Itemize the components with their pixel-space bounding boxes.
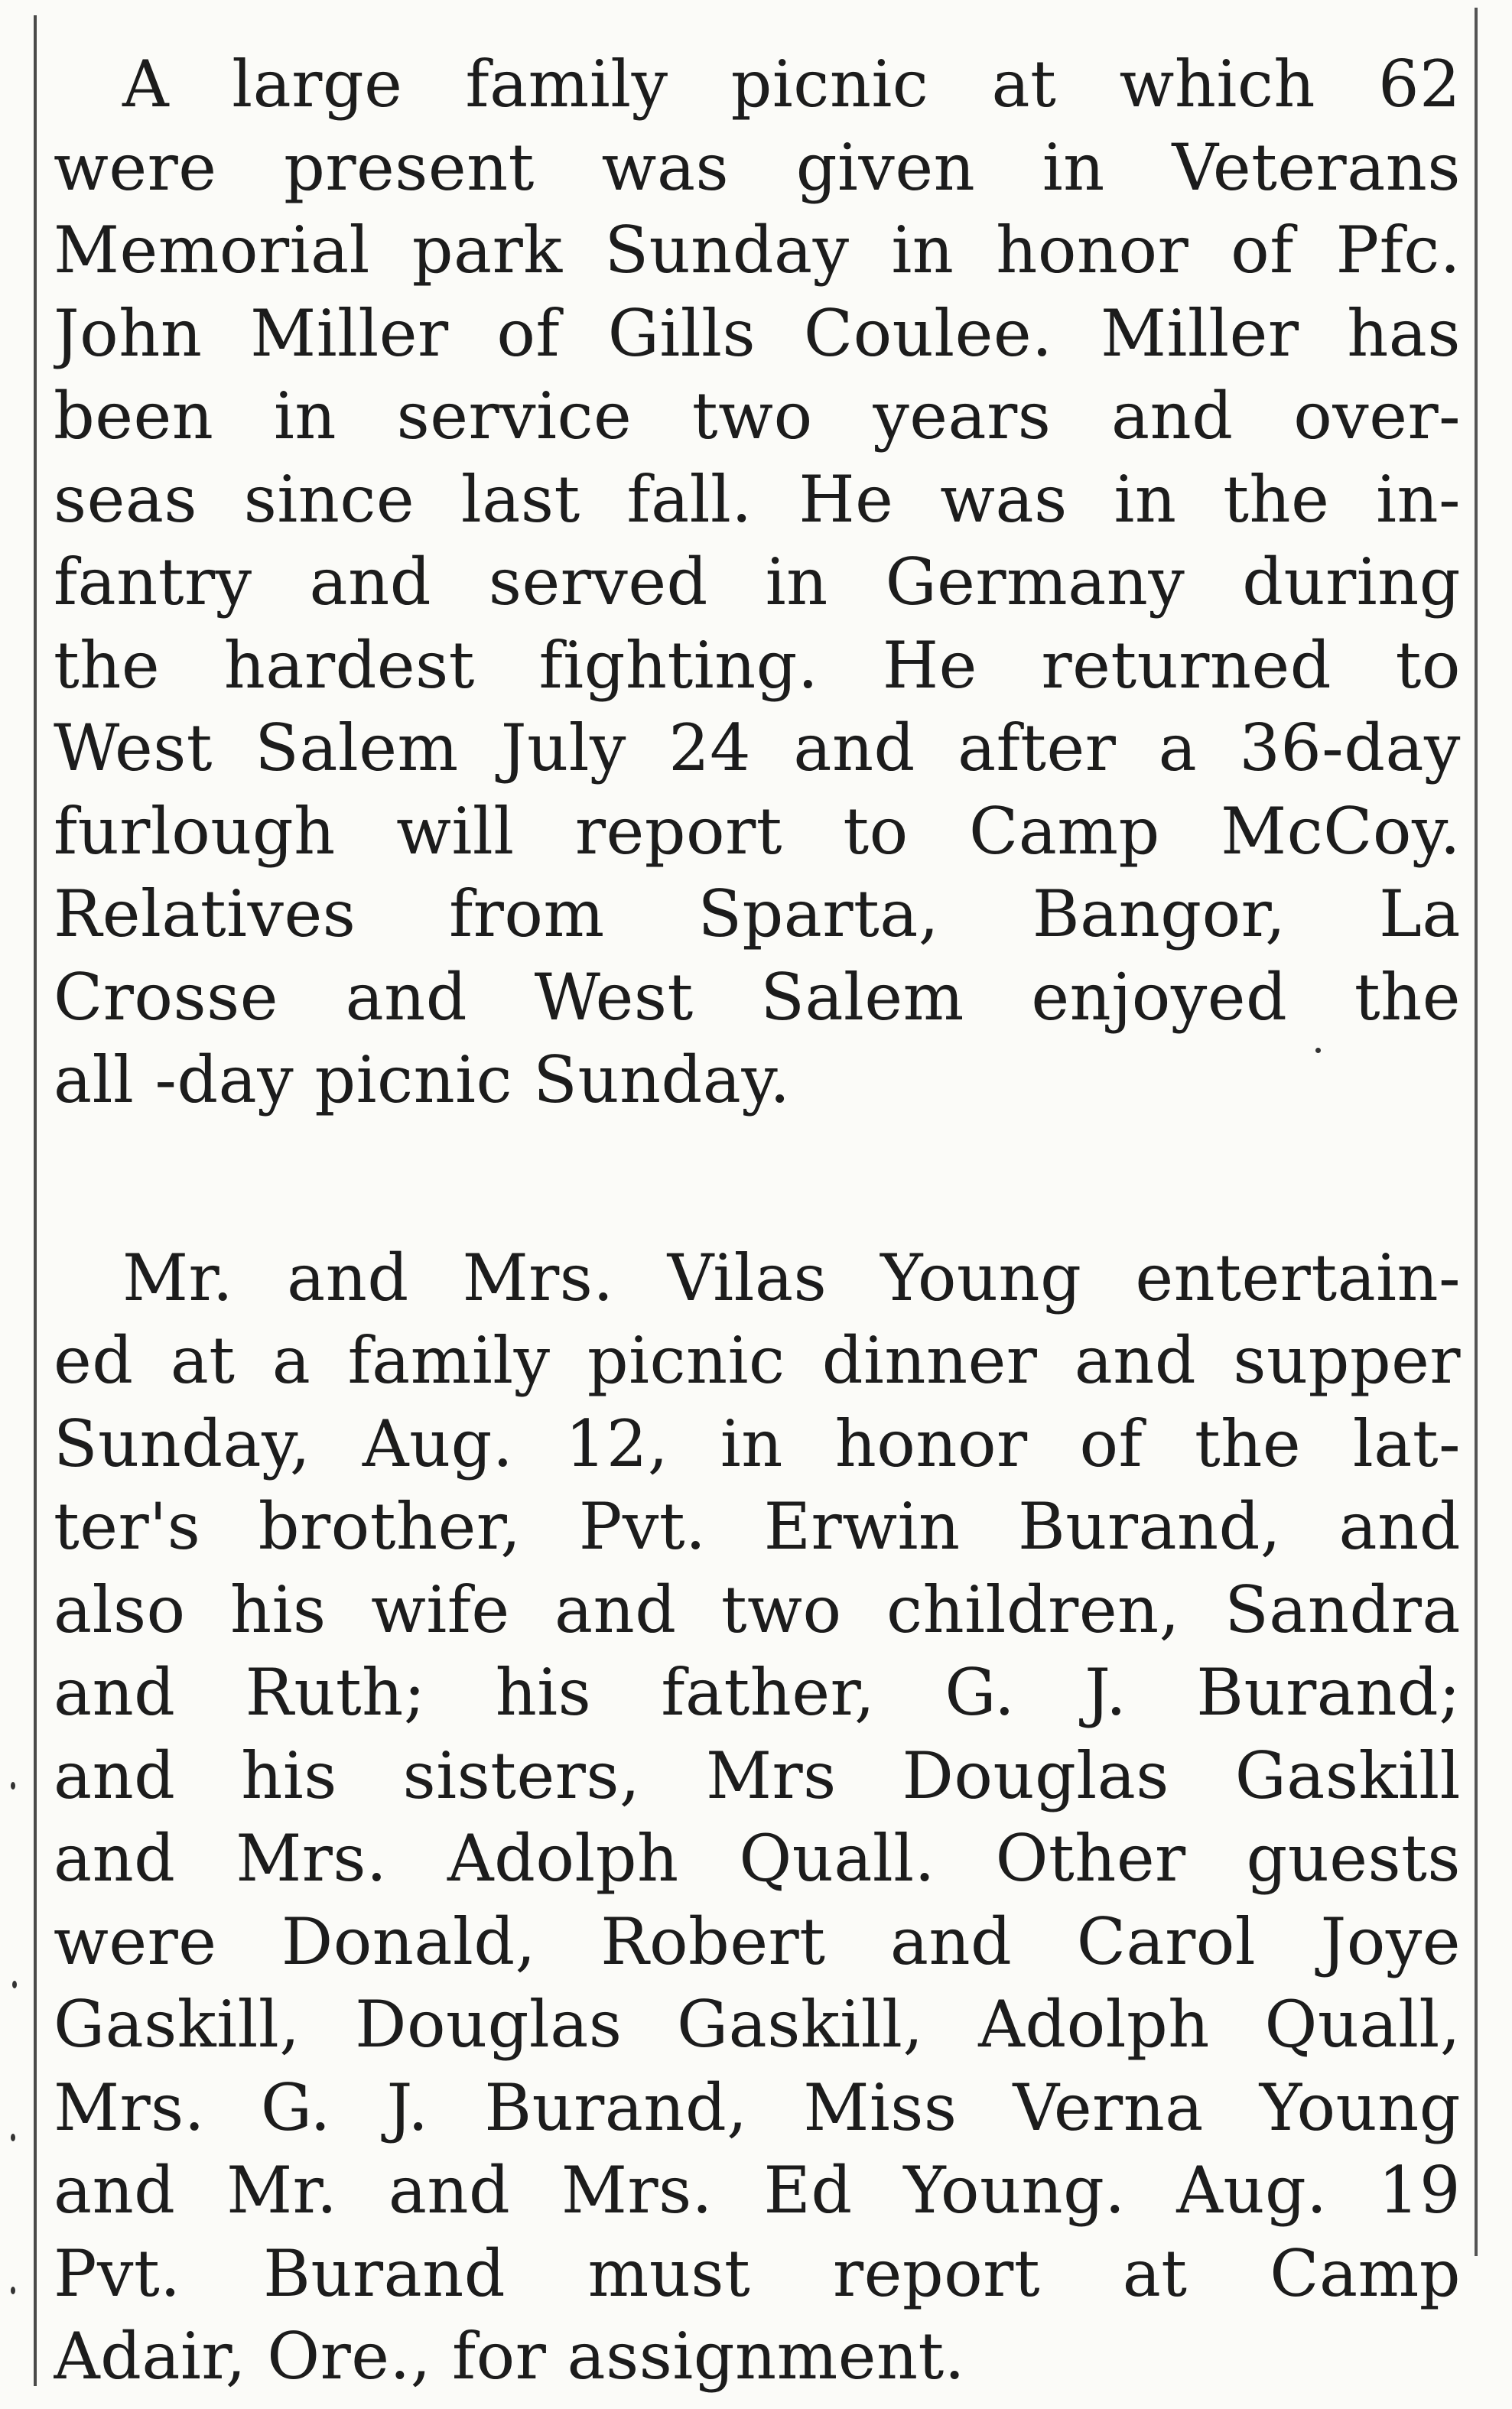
text-line: ed at a family picnic dinner and supper [54,1323,1461,1398]
text-line: been in service two years and over- [54,379,1461,454]
text-line: Memorial park Sunday in honor of Pfc. [54,213,1461,288]
text-line: the hardest fighting. He returned to [54,627,1461,703]
text-line: and Ruth; his father, G. J. Burand; [54,1655,1461,1730]
print-speck [1315,1048,1321,1053]
column-rule-left [34,15,37,2386]
text-line: Mrs. G. J. Burand, Miss Verna Young [54,2069,1461,2145]
text-line: fantry and served in Germany during [54,545,1461,619]
paragraph-picnic-miller [54,43,1461,1122]
paragraph-picnic-burand [54,1237,1461,2398]
text-line: were Donald, Robert and Carol Joye [54,1903,1461,1979]
text-line: Mr. and Mrs. Vilas Young entertain- [122,1240,1461,1315]
text-line: A large family picnic at which 62 [122,47,1461,122]
text-line: John Miller of Gills Coulee. Miller has [54,295,1461,371]
print-speck [12,1981,17,1988]
paragraph-spacer [54,1122,1461,1237]
text-line: and Mr. and Mrs. Ed Young. Aug. 19 [54,2153,1461,2228]
text-line: and Mrs. Adolph Quall. Other guests [54,1821,1461,1896]
text-line: also his wife and two children, Sandra [54,1572,1461,1647]
text-line: ter's brother, Pvt. Erwin Burand, and [54,1489,1461,1564]
print-speck [11,1782,15,1790]
text-line: Pvt. Burand must report at Camp [54,2235,1461,2311]
text-line: Crosse and West Salem enjoyed the [54,959,1461,1035]
text-line: seas since last fall. He was in the in- [54,461,1461,537]
text-line: and his sisters, Mrs Douglas Gaskill [54,1738,1461,1813]
text-line: West Salem July 24 and after a 36-day [54,710,1461,785]
text-line: Adair, Ore., for assignment. [54,2319,966,2394]
text-line: were present was given in Veterans [54,129,1461,205]
text-line: furlough will report to Camp McCoy. [54,793,1461,869]
text-line: Sunday, Aug. 12, in honor of the lat- [54,1406,1461,1481]
text-line: Relatives from Sparta, Bangor, La [54,876,1461,951]
print-speck [11,2134,15,2141]
column-rule-right [1475,8,1478,2256]
text-line: Gaskill, Douglas Gaskill, Adolph Quall, [54,1987,1461,2062]
print-speck [11,2287,15,2294]
text-line: all -day picnic Sunday. [54,1042,791,1117]
article-column [54,43,1461,2398]
